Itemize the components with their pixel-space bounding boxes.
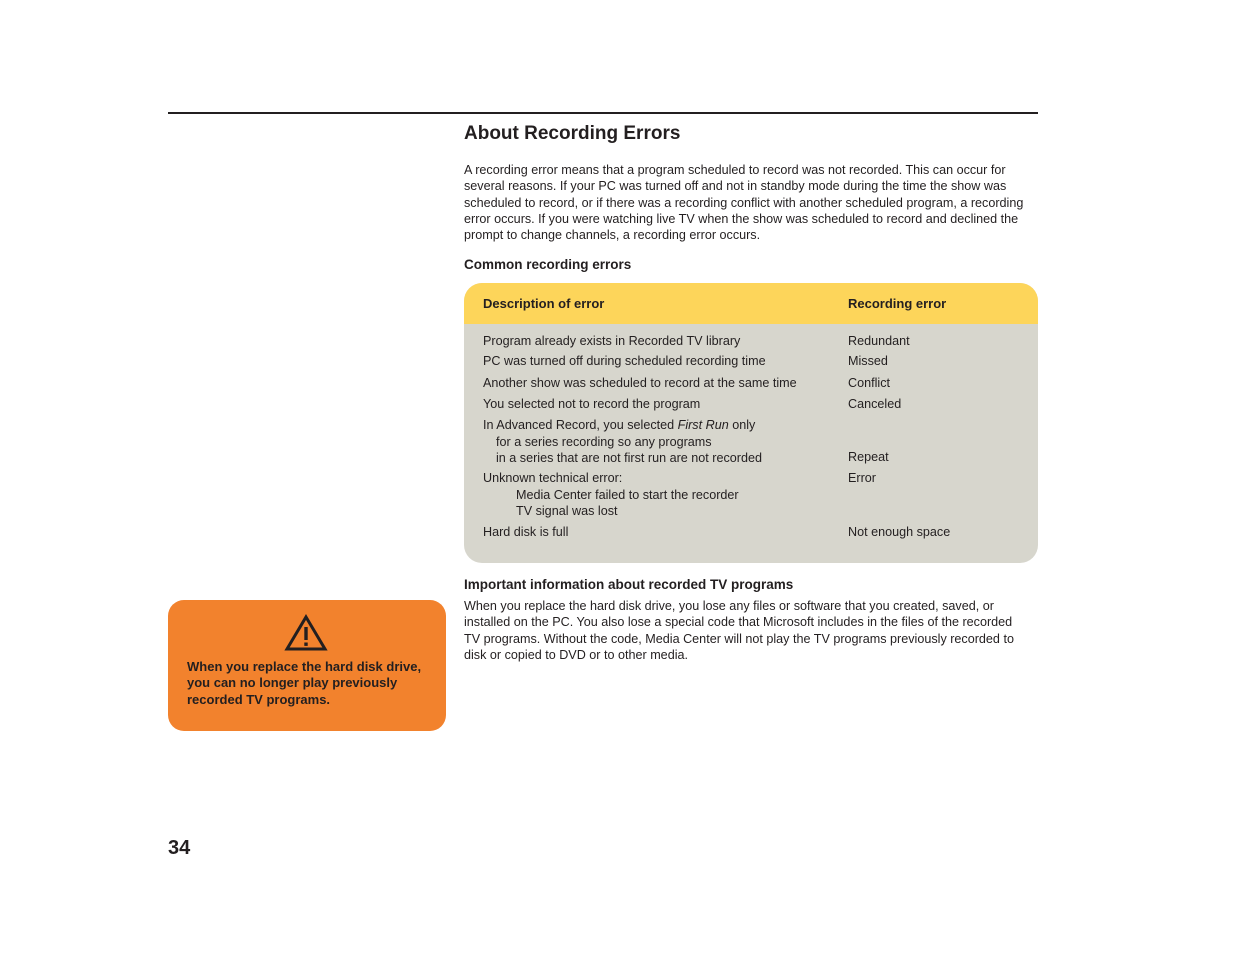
row-description: PC was turned off during scheduled recording time — [483, 354, 766, 369]
row-description: Program already exists in Recorded TV library — [483, 334, 741, 349]
row-error: Redundant — [848, 334, 910, 349]
warning-text: When you replace the hard disk drive, you can no longer play previously recorded TV programs. — [187, 659, 422, 707]
row-error: Repeat — [848, 450, 889, 465]
page-number: 34 — [168, 837, 191, 859]
header-recording-error: Recording error — [848, 296, 947, 312]
row-error: Missed — [848, 354, 888, 369]
row-description-line2: Media Center failed to start the recorder — [516, 487, 739, 502]
row-error: Not enough space — [848, 525, 951, 540]
main-content — [464, 121, 1039, 563]
top-rule — [168, 112, 1038, 114]
table-heading: Common recording errors — [464, 257, 632, 273]
row-error: Canceled — [848, 397, 902, 412]
row-description-line3: TV signal was lost — [516, 504, 618, 519]
page-title: About Recording Errors — [464, 123, 681, 144]
row-error: Conflict — [848, 376, 890, 391]
header-description: Description of error — [483, 296, 605, 312]
row-description — [483, 470, 739, 519]
row-description: Another show was scheduled to record at the same time — [483, 376, 797, 391]
warning-triangle-icon — [284, 614, 328, 652]
row-description: You selected not to record the program — [483, 397, 701, 412]
warning-callout — [168, 600, 446, 731]
row-error: Error — [848, 471, 876, 486]
intro-paragraph: A recording error means that a program scheduled to record was not recorded. This can occur for several reasons. If your PC was turned off and not in standby mode during the time the show was scheduled to record, or if there was a recording conflict with another scheduled program, a recording error occurs. If you were watching live TV when the show was scheduled to record and declined the prompt to change channels, a recording error occurs. — [464, 163, 1024, 243]
table-header-row — [464, 283, 1038, 324]
errors-table — [464, 283, 1038, 563]
important-heading: Important information about recorded TV programs — [464, 577, 794, 592]
important-paragraph: When you replace the hard disk drive, you lose any files or software that you created, saved, or installed on the PC. You also lose a special code that Microsoft includes in the files of the recorded TV programs. Without the code, Media Center will not play the TV programs previously recorded to disk or copied to DVD or to other media. — [464, 599, 1014, 663]
row-description: Hard disk is full — [483, 525, 569, 540]
row-description-line1: Unknown technical error: — [483, 471, 623, 486]
row-description — [483, 417, 762, 466]
row-description-line1: In Advanced Record, you selected First Run only — [483, 418, 756, 433]
row-description-line3: in a series that are not first run are not recorded — [496, 451, 763, 466]
row-description-line2: for a series recording so any programs — [496, 434, 712, 449]
